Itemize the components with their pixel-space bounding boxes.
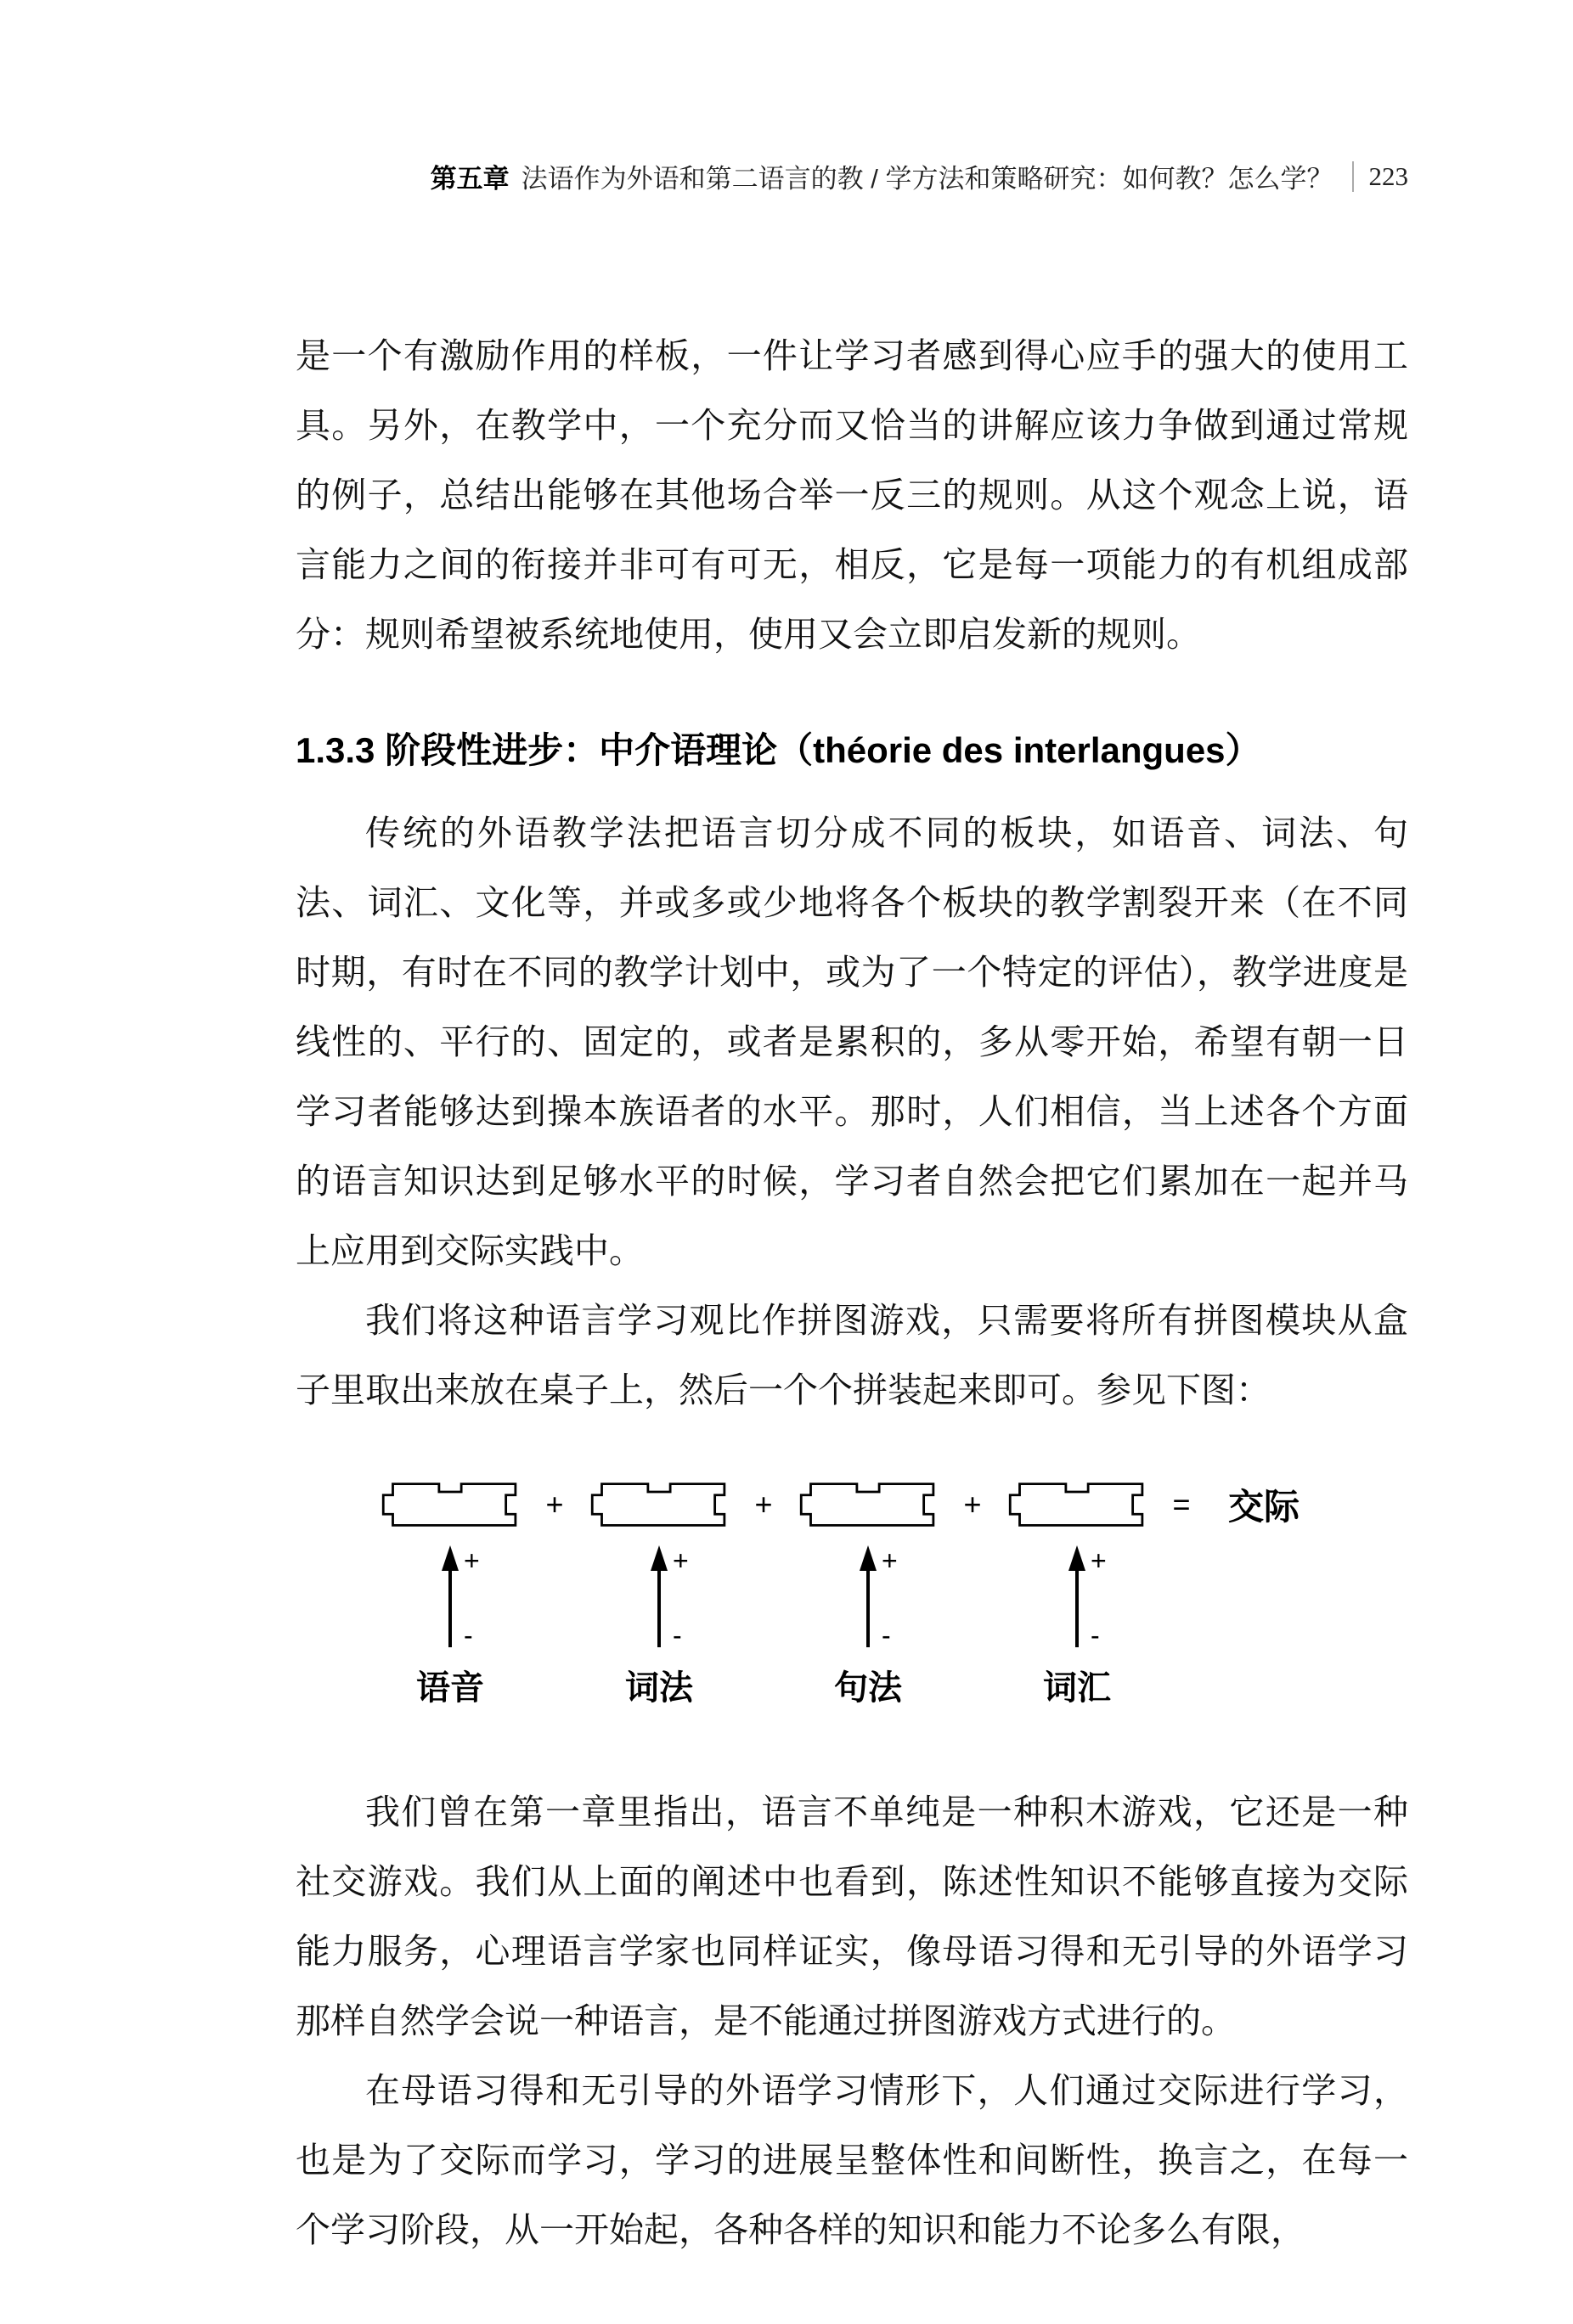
- arrow-minus-label: -: [673, 1620, 682, 1651]
- paragraph: 我们将这种语言学习观比作拼图游戏，只需要将所有拼图模块从盒子里取出来放在桌子上，然后一个个拼装起来即可。参见下图：: [296, 1301, 1408, 1410]
- up-arrow-icon: [433, 1545, 467, 1649]
- arrow-plus-label: +: [464, 1545, 480, 1576]
- puzzle-piece-slot: [1004, 1479, 1150, 1530]
- up-arrow-box: [586, 1545, 732, 1649]
- plus-operator: +: [545, 1487, 564, 1522]
- puzzle-piece-icon: [796, 1479, 940, 1530]
- puzzle-piece-slot: [795, 1479, 941, 1530]
- arrow-plus-label: +: [673, 1545, 689, 1576]
- puzzle-piece-icon: [378, 1479, 522, 1530]
- equals-operator: =: [1172, 1487, 1191, 1522]
- arrow-minus-label: -: [1091, 1620, 1100, 1651]
- paragraph: 我们曾在第一章里指出，语言不单纯是一种积木游戏，它还是一种社交游戏。我们从上面的阐述中也看到，陈述性知识不能够直接为交际能力服务，心理语言学家也同样证实，像母语习得和无引导的外语学习那样自然学会说一种语言，是不能通过拼图游戏方式进行的。: [296, 1792, 1408, 2040]
- figure-label-morphology: 词法: [625, 1669, 693, 1707]
- puzzle-pieces-row: [377, 1479, 1408, 1530]
- paragraph: 在母语习得和无引导的外语学习情形下，人们通过交际进行学习，也是为了交际而学习，学习的进展呈整体性和间断性，换言之，在每一个学习阶段，从一开始起，各种各样的知识和能力不论多么有限，: [296, 2071, 1408, 2249]
- puzzle-piece-icon: [1005, 1479, 1149, 1530]
- labels-row: [377, 1661, 1408, 1709]
- plus-operator: +: [963, 1487, 982, 1522]
- up-arrow-icon: [1060, 1545, 1094, 1649]
- figure-label-phonetics: 语音: [416, 1669, 484, 1707]
- up-arrow-icon: [642, 1545, 676, 1649]
- up-arrow-icon: [851, 1545, 885, 1649]
- figure-result-label: 交际: [1228, 1487, 1300, 1527]
- plus-operator: +: [754, 1487, 773, 1522]
- up-arrow-box: [1004, 1545, 1150, 1649]
- arrows-row: [377, 1545, 1408, 1649]
- running-header: [296, 0, 1408, 195]
- arrow-minus-label: -: [464, 1620, 473, 1651]
- puzzle-piece-slot: [586, 1479, 732, 1530]
- page-number: 223: [1368, 160, 1408, 191]
- up-arrow-box: [377, 1545, 523, 1649]
- figure-label-syntax: 句法: [834, 1669, 902, 1707]
- paragraph: 传统的外语教学法把语言切分成不同的板块，如语音、词法、句法、词汇、文化等，并或多或少地将各个板块的教学割裂开来（在不同时期，有时在不同的教学计划中，或为了一个特定的评估），教学进度是线性的、平行的、固定的，或者是累积的，多从零开始，希望有朝一日学习者能够达到操本族语者的水平。那时，人们相信，当上述各个方面的语言知识达到足够水平的时候，学习者自然会把它们累加在一起并马上应用到交际实践中。: [296, 813, 1408, 1270]
- arrow-plus-label: +: [1091, 1545, 1107, 1576]
- header-divider: [1352, 161, 1354, 192]
- section-heading: 1.3.3 阶段性进步：中介语理论（théorie des interlangues）: [296, 730, 1261, 770]
- running-header-title: 法语作为外语和第二语言的教 / 学方法和策略研究：如何教？怎么学？: [521, 164, 1333, 194]
- puzzle-figure: [377, 1479, 1408, 1709]
- figure-label-vocabulary: 词汇: [1043, 1669, 1111, 1707]
- content-column: [296, 0, 1408, 2265]
- puzzle-piece-slot: [377, 1479, 523, 1530]
- paragraph: 是一个有激励作用的样板，一件让学习者感到得心应手的强大的使用工具。另外，在教学中，一个充分而又恰当的讲解应该力争做到通过常规的例子，总结出能够在其他场合举一反三的规则。从这个观念上说，语言能力之间的衔接并非可有可无，相反，它是每一项能力的有机组成部分：规则希望被系统地使用，使用又会立即启发新的规则。: [296, 336, 1408, 654]
- chapter-label: 第五章: [430, 164, 510, 194]
- arrow-minus-label: -: [882, 1620, 891, 1651]
- puzzle-piece-icon: [587, 1479, 731, 1530]
- arrow-plus-label: +: [882, 1545, 898, 1576]
- up-arrow-box: [795, 1545, 941, 1649]
